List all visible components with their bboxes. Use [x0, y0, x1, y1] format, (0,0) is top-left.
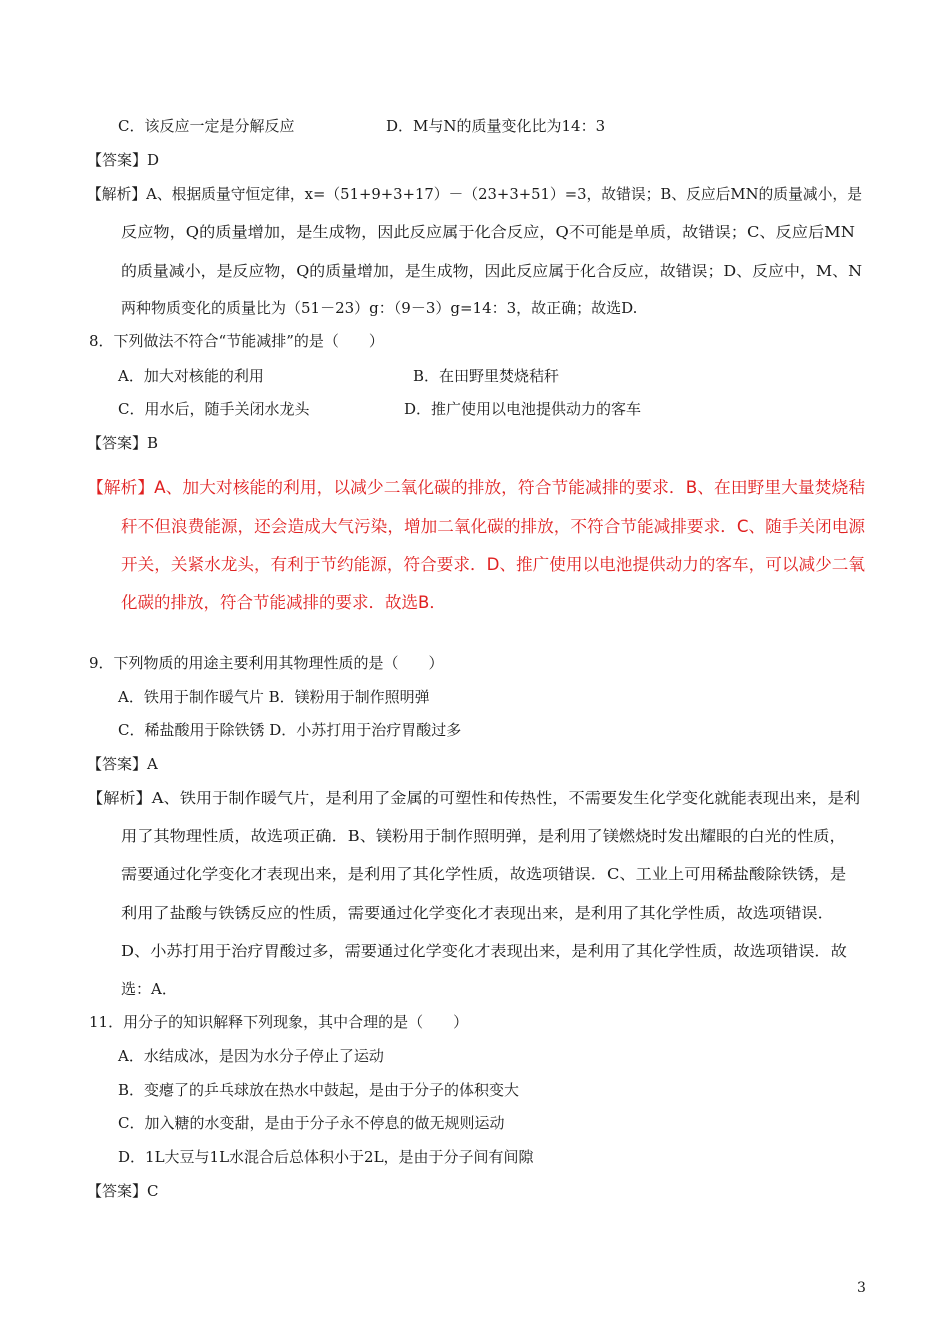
q9-options-ab: A．铁用于制作暖气片 B．镁粉用于制作照明弹 — [118, 688, 430, 706]
q9-stem: 9．下列物质的用途主要利用其物理性质的是（ ） — [89, 654, 444, 672]
q9-answer: 【答案】A — [87, 755, 158, 773]
q9-explanation-line-2: 用了其物理性质，故选项正确．B、镁粉用于制作照明弹，是利用了镁燃烧时发出耀眼的白光的性质， — [121, 827, 846, 845]
q8-explanation-line-2: 秆不但浪费能源，还会造成大气污染，增加二氧化碳的排放，不符合节能减排要求．C、随手关闭电源 — [121, 517, 865, 536]
q8-option-d: D．推广使用以电池提供动力的客车 — [404, 400, 642, 418]
q9-explanation-line-6: 选：A． — [121, 980, 177, 998]
q8-explanation-line-3: 开关，关紧水龙头，有利于节约能源，符合要求．D、推广使用以电池提供动力的客车，可以减少二氧 — [121, 555, 865, 574]
q7-option-c: C．该反应一定是分解反应 — [118, 117, 295, 135]
q9-explanation-line-4: 利用了盐酸与铁锈反应的性质，需要通过化学变化才表现出来，是利用了其化学性质，故选项错误． — [121, 904, 834, 922]
q9-explanation-line-1: 【解析】A、铁用于制作暖气片，是利用了金属的可塑性和传热性，不需要发生化学变化就能表现出来，是利 — [87, 789, 861, 807]
q7-answer: 【答案】D — [87, 151, 160, 169]
q8-option-b: B．在田野里焚烧秸秆 — [413, 367, 560, 385]
q11-option-c: C．加入糖的水变甜，是由于分子永不停息的做无规则运动 — [118, 1114, 505, 1132]
q11-answer: 【答案】C — [87, 1182, 159, 1200]
q8-answer: 【答案】B — [87, 434, 159, 452]
q11-option-a: A．水结成冰，是因为水分子停止了运动 — [118, 1047, 384, 1065]
q8-option-a: A．加大对核能的利用 — [118, 367, 264, 385]
q11-option-d: D．1L大豆与1L水混合后总体积小于2L，是由于分子间有间隙 — [118, 1148, 534, 1166]
q8-stem: 8．下列做法不符合“节能减排”的是（ ） — [89, 332, 384, 350]
q7-explanation-line-2: 反应物，Q的质量增加，是生成物，因此反应属于化合反应，Q不可能是单质，故错误；C、反应后MN — [121, 223, 855, 241]
q11-option-b: B．变瘪了的乒乓球放在热水中鼓起，是由于分子的体积变大 — [118, 1081, 520, 1099]
page-number: 3 — [857, 1280, 866, 1296]
q8-explanation-line-1: 【解析】A、加大对核能的利用，以减少二氧化碳的排放，符合节能减排的要求．B、在田野里大量焚烧秸 — [87, 478, 865, 497]
q9-options-cd: C．稀盐酸用于除铁锈 D．小苏打用于治疗胃酸过多 — [118, 721, 462, 739]
q7-explanation-line-3: 的质量减小，是反应物，Q的质量增加，是生成物，因此反应属于化合反应，故错误；D、反应中，M、N — [121, 262, 863, 280]
q9-explanation-line-3: 需要通过化学变化才表现出来，是利用了其化学性质，故选项错误．C、工业上可用稀盐酸除铁锈，是 — [121, 865, 847, 883]
q7-explanation-line-1: 【解析】A、根据质量守恒定律，x=（51+9+3+17）－（23+3+51）=3，故错误；B、反应后MN的质量减小，是 — [87, 185, 862, 203]
q9-explanation-line-5: D、小苏打用于治疗胃酸过多，需要通过化学变化才表现出来，是利用了其化学性质，故选项错误．故 — [121, 942, 847, 960]
q7-explanation-line-4: 两种物质变化的质量比为（51－23）g：（9－3）g=14：3，故正确；故选D. — [121, 299, 638, 317]
q7-option-d: D．M与N的质量变化比为14：3 — [386, 117, 606, 135]
q8-option-c: C．用水后，随手关闭水龙头 — [118, 400, 310, 418]
q8-explanation-line-4: 化碳的排放，符合节能减排的要求．故选B． — [121, 593, 446, 612]
q11-stem: 11．用分子的知识解释下列现象，其中合理的是（ ） — [89, 1013, 469, 1031]
